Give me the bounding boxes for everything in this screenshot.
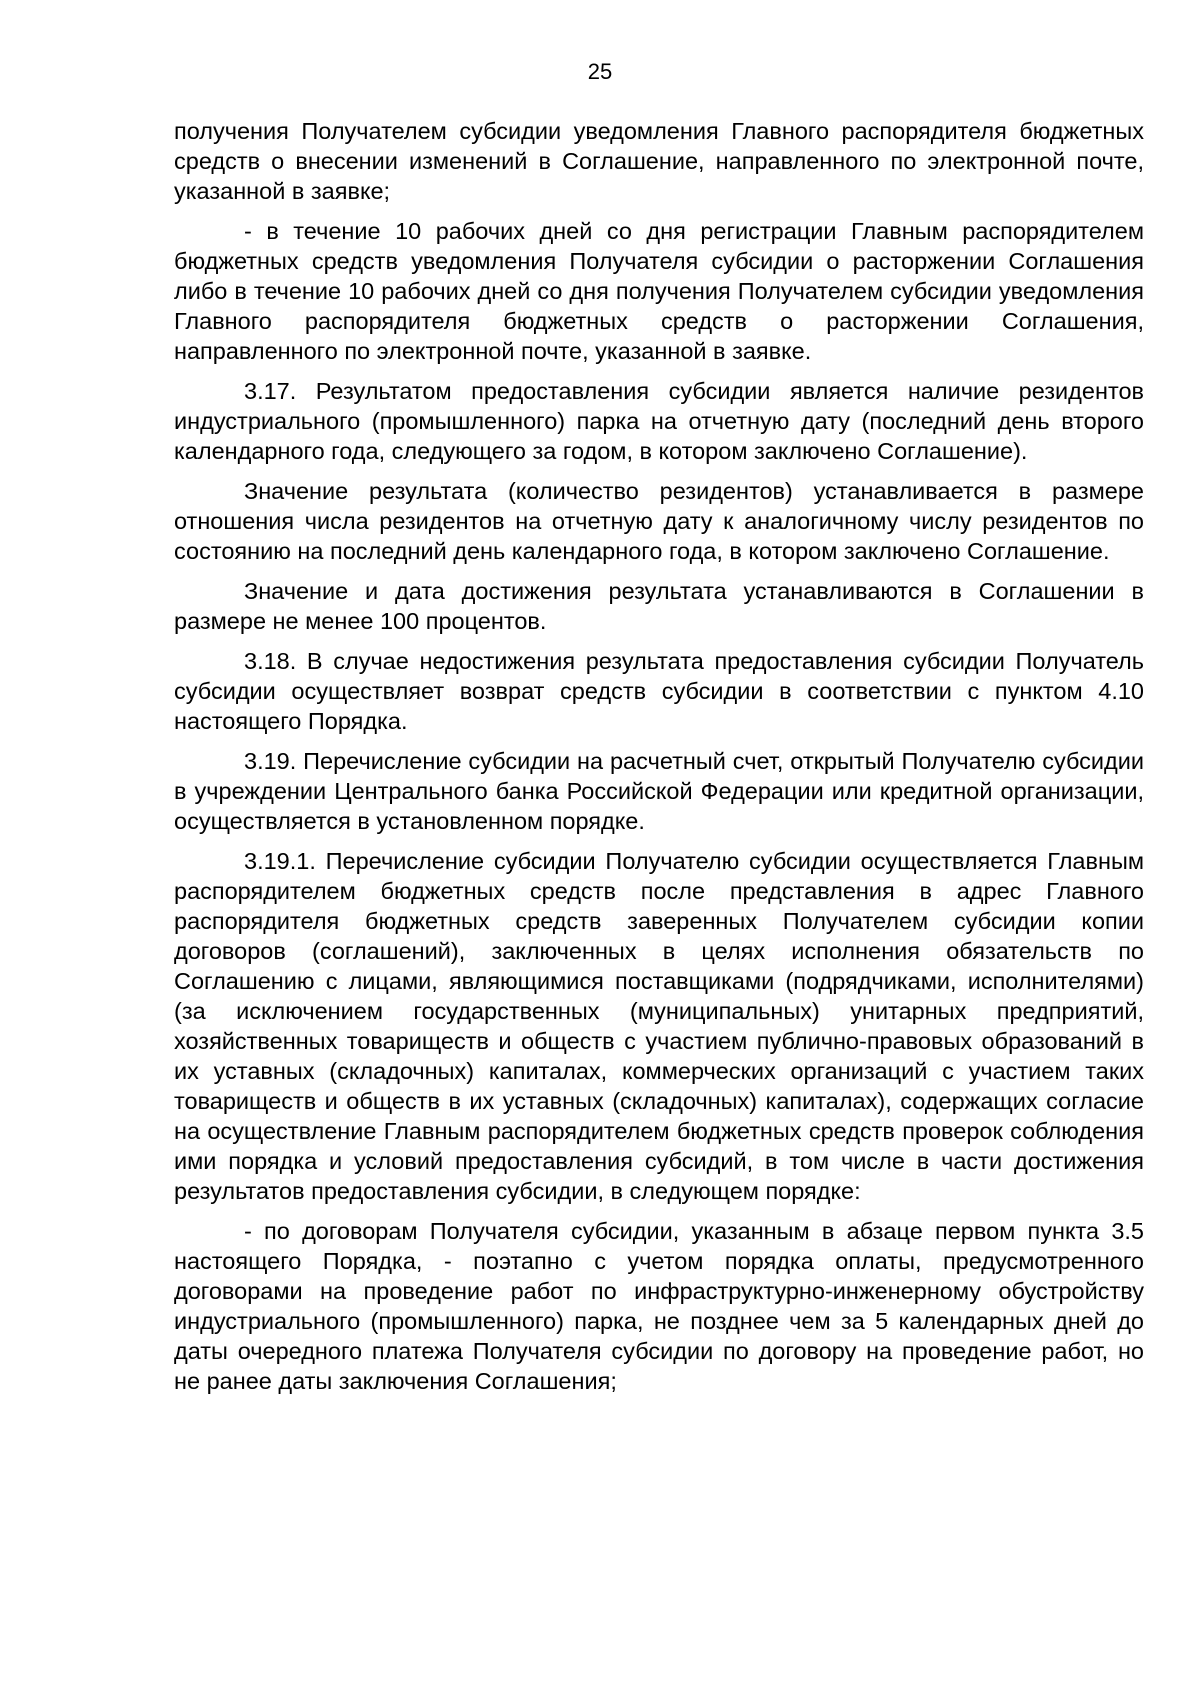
paragraph-3-18: 3.18. В случае недостижения результата предоставления субсидии Получатель субсидии осуществляет возврат средств субсидии в соответствии с пунктом 4.10 настоящего Порядка. [174, 648, 1144, 734]
document-body [174, 116, 1144, 1406]
paragraph-3-19: 3.19. Перечисление субсидии на расчетный счет, открытый Получателю субсидии в учреждении Центрального банка Российской Федерации или кредитной организации, осуществляется в установленном порядке. [174, 748, 1144, 834]
paragraph-3-19-1: 3.19.1. Перечисление субсидии Получателю субсидии осуществляется Главным распорядителем бюджетных средств после представления в адрес Главного распорядителя бюджетных средств заверенных Получателем субсидии копии договоров (соглашений), заключенных в целях исполнения обязательств по Соглашению с лицами, являющимися поставщиками (подрядчиками, исполнителями) (за исключением государственных (муниципальных) унитарных предприятий, хозяйственных товариществ и обществ с участием публично-правовых образований в их уставных (складочных) капиталах, коммерческих организаций с участием таких товариществ и обществ в их уставных (складочных) капиталах), содержащих согласие на осуществление Главным распорядителем бюджетных средств проверок соблюдения ими порядка и условий предоставления субсидий, в том числе в части достижения результатов предоставления субсидии, в следующем порядке: [174, 848, 1144, 1204]
paragraph-continuation: получения Получателем субсидии уведомления Главного распорядителя бюджетных средств о внесении изменений в Соглашение, направленного по электронной почте, указанной в заявке; [174, 118, 1144, 204]
paragraph-result-date: Значение и дата достижения результата устанавливаются в Соглашении в размере не менее 100 процентов. [174, 578, 1144, 634]
paragraph-contracts-payment: - по договорам Получателя субсидии, указанным в абзаце первом пункта 3.5 настоящего Порядка, - поэтапно с учетом порядка оплаты, предусмотренного договорами на проведение работ по инфраструктурно-инженерному обустройству индустриального (промышленного) парка, не позднее чем за 5 календарных дней до даты очередного платежа Получателя субсидии по договору на проведение работ, но не ранее даты заключения Соглашения; [174, 1218, 1144, 1394]
paragraph-result-value: Значение результата (количество резидентов) устанавливается в размере отношения числа резидентов на отчетную дату к аналогичному числу резидентов по состоянию на последний день календарного года, в котором заключено Соглашение. [174, 478, 1144, 564]
page-number: 25 [587, 59, 613, 84]
paragraph-termination-deadline: - в течение 10 рабочих дней со дня регистрации Главным распорядителем бюджетных средств уведомления Получателя субсидии о расторжении Соглашения либо в течение 10 рабочих дней со дня получения Получателем субсидии уведомления Главного распорядителя бюджетных средств о расторжении Соглашения, направленного по электронной почте, указанной в заявке. [174, 218, 1144, 364]
paragraph-3-17: 3.17. Результатом предоставления субсидии является наличие резидентов индустриального (промышленного) парка на отчетную дату (последний день второго календарного года, следующего за годом, в котором заключено Соглашение). [174, 378, 1144, 464]
